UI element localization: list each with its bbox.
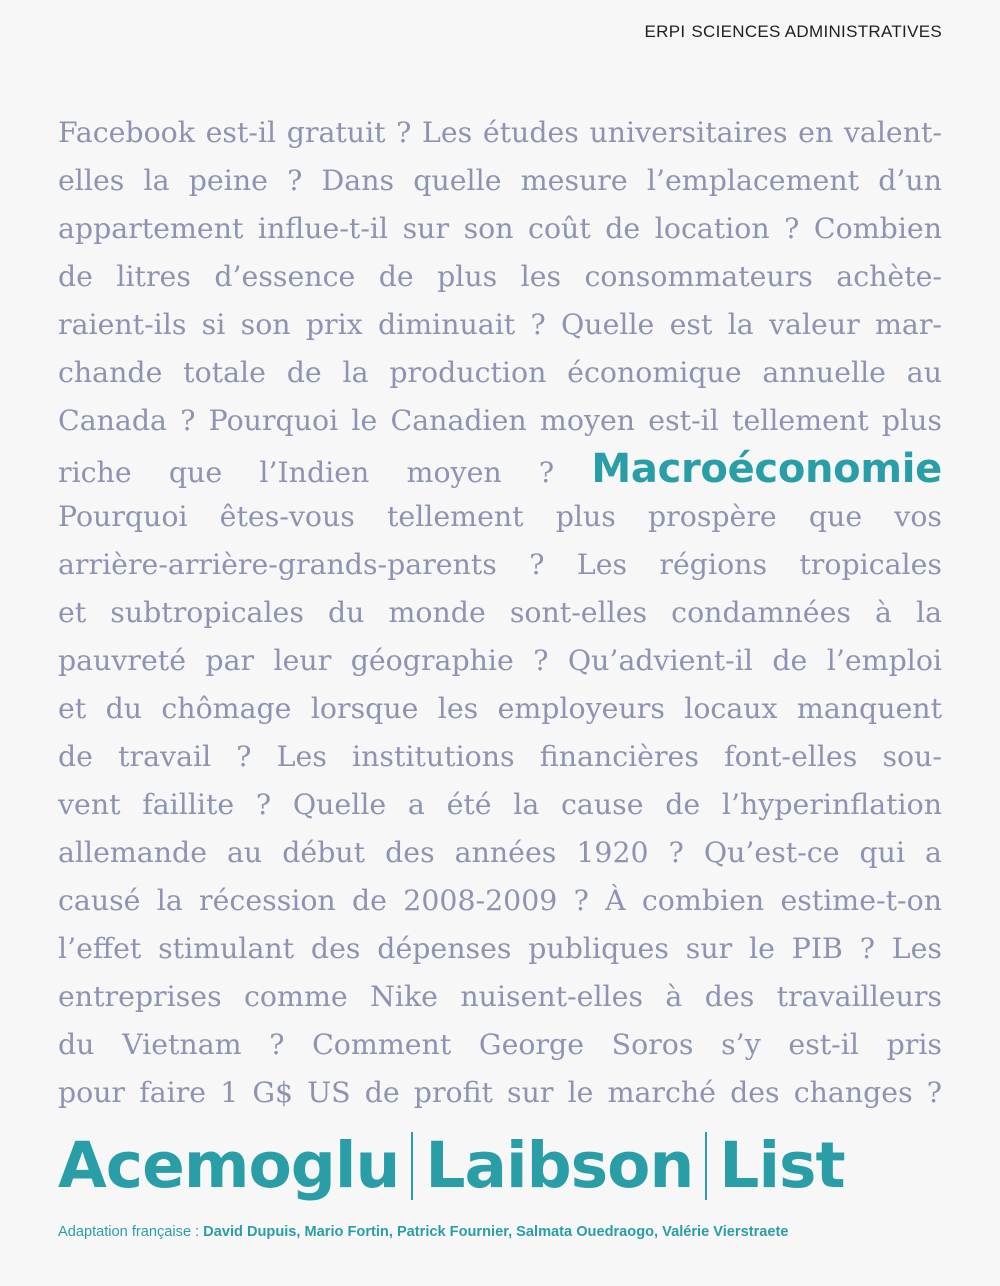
book-title: Macroéconomie — [591, 446, 942, 492]
question-line: de travail ? Les institutions financières font-elles sou- — [58, 740, 942, 773]
question-line: causé la récession de 2008-2009 ? À combien estime-t-on — [58, 884, 942, 917]
publisher-header — [645, 22, 943, 42]
title-line — [58, 445, 942, 493]
question-line: chande totale de la production économique annuelle au — [58, 356, 942, 389]
question-line: pauvreté par leur géographie ? Qu’advient-il de l’emploi — [58, 644, 942, 677]
adaptation-label: Adaptation française : — [58, 1224, 200, 1240]
question-line: du Vietnam ? Comment George Soros s’y est-il pris — [58, 1028, 942, 1061]
question-line: riche que l’Indien moyen ? — [58, 456, 555, 489]
adaptation-names: David Dupuis, Mario Fortin, Patrick Fournier, Salmata Ouedraogo, Valérie Vierstraete — [203, 1224, 789, 1240]
question-line: l’effet stimulant des dépenses publiques sur le PIB ? Les — [58, 932, 942, 965]
question-line: appartement influe-t-il sur son coût de location ? Combien — [58, 212, 942, 245]
publisher-series: SCIENCES ADMINISTRATIVES — [691, 22, 942, 41]
author-name: Laibson — [425, 1129, 694, 1202]
question-line: arrière-arrière-grands-parents ? Les régions tropicales — [58, 548, 942, 581]
question-line: elles la peine ? Dans quelle mesure l’emplacement d’un — [58, 164, 942, 197]
question-line: Canada ? Pourquoi le Canadien moyen est-il tellement plus — [58, 404, 942, 437]
questions-block — [58, 109, 942, 1117]
publisher-name: ERPI — [644, 22, 686, 41]
question-line: Pourquoi êtes-vous tellement plus prospère que vos — [58, 500, 942, 533]
authors-block — [58, 1128, 845, 1204]
adaptation-credits — [58, 1224, 788, 1240]
question-line: entreprises comme Nike nuisent-elles à des travailleurs — [58, 980, 942, 1013]
author-name: Acemoglu — [58, 1129, 400, 1202]
question-line: allemande au début des années 1920 ? Qu’est-ce qui a — [58, 836, 942, 869]
question-line: vent faillite ? Quelle a été la cause de l’hyperinflation — [58, 788, 942, 821]
question-line: de litres d’essence de plus les consommateurs achète- — [58, 260, 942, 293]
question-line: raient-ils si son prix diminuait ? Quelle est la valeur mar- — [58, 308, 942, 341]
question-line: et subtropicales du monde sont-elles condamnées à la — [58, 596, 942, 629]
question-line: pour faire 1 G$ US de profit sur le marché des changes ? — [58, 1076, 942, 1109]
author-separator — [411, 1132, 413, 1200]
author-name: List — [719, 1129, 845, 1202]
question-line: Facebook est-il gratuit ? Les études universitaires en valent- — [58, 116, 942, 149]
author-separator — [705, 1132, 707, 1200]
question-line: et du chômage lorsque les employeurs locaux manquent — [58, 692, 942, 725]
